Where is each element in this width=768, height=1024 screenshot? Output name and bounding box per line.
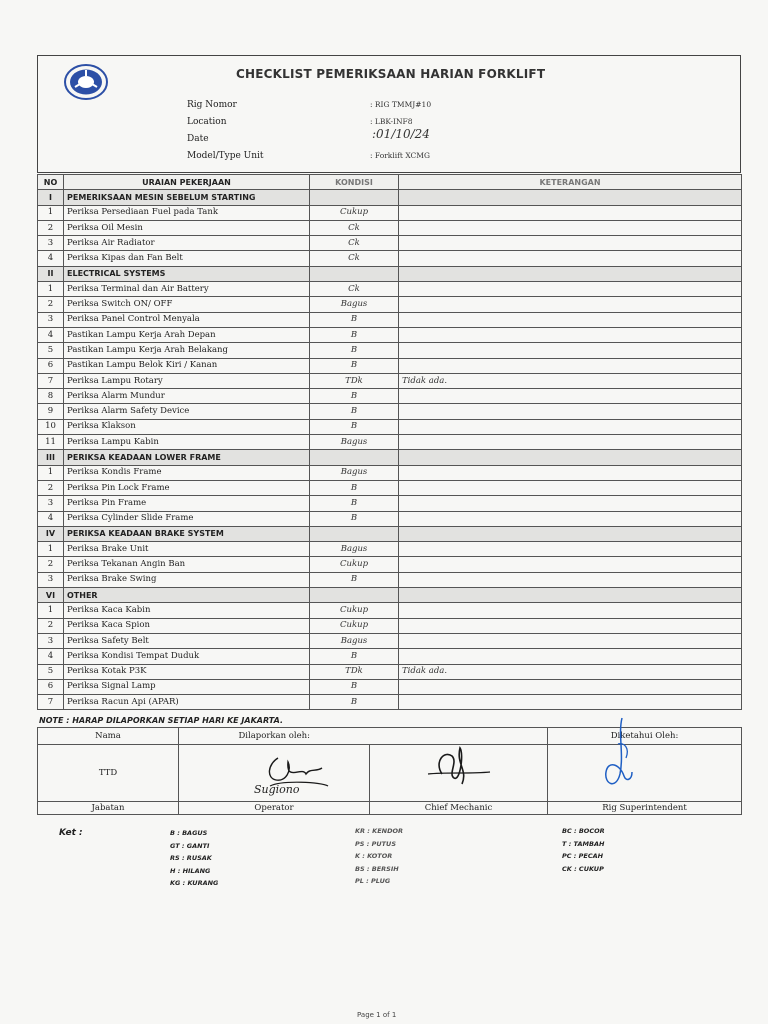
task-description: Periksa Kipas dan Fan Belt [64,251,310,266]
section-row [38,266,742,281]
task-description: Periksa Safety Belt [64,633,310,648]
table-row [38,496,742,511]
legend-item: BS : BERSIH [355,864,399,873]
table-row [38,312,742,327]
task-description: Pastikan Lampu Kerja Arah Depan [64,327,310,342]
superintendent-signature-cell [548,745,742,802]
task-description: Periksa Oil Mesin [64,220,310,235]
kondisi-value: TDk [310,664,399,679]
legend-item: B : BAGUS [170,829,208,837]
legend-item: KG : KURANG [170,879,219,887]
table-row [38,664,742,679]
task-description: Periksa Pin Frame [64,496,310,511]
page-number: Page 1 of 1 [357,1011,397,1019]
task-description: Periksa Alarm Safety Device [64,404,310,419]
table-row [38,603,742,618]
legend-item: BC : BOCOR [562,827,605,835]
kondisi-value: B [310,343,399,358]
task-description: Periksa Alarm Mundur [64,389,310,404]
kondisi-value: B [310,679,399,694]
kondisi-value: Ck [310,236,399,251]
col-keterangan-header: KETERANGAN [399,175,742,190]
task-description: Periksa Tekanan Angin Ban [64,557,310,572]
kondisi-value: Cukup [310,557,399,572]
legend-item: KR : KENDOR [355,827,404,835]
col-kondisi-header: KONDISI [310,175,399,190]
keterangan-cell [399,190,742,205]
task-description: Periksa Signal Lamp [64,679,310,694]
legend-item: CK : CUKUP [562,864,604,873]
table-row [38,373,742,388]
row-number: 5 [38,664,64,679]
row-number: 2 [38,557,64,572]
table-row [38,205,742,220]
legend-item: T : TAMBAH [562,839,605,848]
task-description: Periksa Lampu Kabin [64,435,310,450]
jabatan-label: Jabatan [38,802,179,815]
kondisi-value: B [310,496,399,511]
kondisi-value: B [310,404,399,419]
legend-column-1 [170,827,230,890]
keterangan-value [399,465,742,480]
table-header-row [38,175,742,190]
row-number: 4 [38,251,64,266]
keterangan-cell [399,266,742,281]
nama-label: Nama [38,728,179,745]
keterangan-value [399,511,742,526]
rig-label: Rig Nomor [187,100,237,110]
legend-item: RS : RUSAK [170,854,212,862]
task-description: Periksa Kondis Frame [64,465,310,480]
keterangan-cell [399,588,742,603]
row-number: 11 [38,435,64,450]
document-title: CHECKLIST PEMERIKSAAN HARIAN FORKLIFT [236,67,546,81]
keterangan-value [399,542,742,557]
section-number: I [38,190,64,205]
table-row [38,282,742,297]
section-title: PERIKSA KEADAAN LOWER FRAME [64,450,310,465]
keterangan-value [399,480,742,495]
keterangan-value [399,603,742,618]
table-row [38,633,742,648]
row-number: 1 [38,603,64,618]
row-number: 3 [38,236,64,251]
section-row [38,190,742,205]
diketahui-label: Diketahui Oleh: [548,728,742,745]
date-value: :01/10/24 [372,127,430,141]
task-description: Periksa Kaca Kabin [64,603,310,618]
kondisi-value: B [310,480,399,495]
kondisi-value: Bagus [310,542,399,557]
model-value: : Forklift XCMG [370,151,430,160]
kondisi-value: B [310,389,399,404]
task-description: Periksa Persediaan Fuel pada Tank [64,205,310,220]
row-number: 3 [38,312,64,327]
keterangan-value [399,649,742,664]
task-description: Pastikan Lampu Kerja Arah Belakang [64,343,310,358]
task-description: Pastikan Lampu Belok Kiri / Kanan [64,358,310,373]
task-description: Periksa Lampu Rotary [64,373,310,388]
keterangan-cell [399,526,742,541]
kondisi-value: B [310,572,399,587]
table-row [38,695,742,710]
operator-name: Sugiono [254,783,300,796]
row-number: 2 [38,220,64,235]
kondisi-value: Cukup [310,618,399,633]
section-title: PEMERIKSAAN MESIN SEBELUM STARTING [64,190,310,205]
legend-column-2 [355,825,425,888]
task-description: Periksa Switch ON/ OFF [64,297,310,312]
row-number: 2 [38,297,64,312]
row-number: 4 [38,649,64,664]
section-number: II [38,266,64,281]
keterangan-value [399,312,742,327]
table-row [38,649,742,664]
task-description: Periksa Air Radiator [64,236,310,251]
row-number: 3 [38,572,64,587]
task-description: Periksa Cylinder Slide Frame [64,511,310,526]
keterangan-value [399,282,742,297]
task-description: Periksa Terminal dan Air Battery [64,282,310,297]
task-description: Periksa Brake Unit [64,542,310,557]
keterangan-value [399,679,742,694]
keterangan-value: Tidak ada. [399,664,742,679]
checklist-table [37,174,742,710]
section-number: III [38,450,64,465]
row-number: 4 [38,327,64,342]
keterangan-value [399,419,742,434]
section-title: OTHER [64,588,310,603]
checklist-body [38,190,742,710]
keterangan-value [399,695,742,710]
keterangan-value [399,557,742,572]
row-number: 6 [38,358,64,373]
row-number: 2 [38,480,64,495]
row-number: 4 [38,511,64,526]
table-row [38,465,742,480]
section-row [38,526,742,541]
operator-label: Operator [179,802,370,815]
legend-item: PS : PUTUS [355,839,397,848]
kondisi-value: Cukup [310,603,399,618]
keterangan-value [399,236,742,251]
kondisi-value: B [310,327,399,342]
keterangan-value [399,572,742,587]
row-number: 5 [38,343,64,358]
table-row [38,511,742,526]
row-number: 8 [38,389,64,404]
legend-item: H : HILANG [170,866,211,875]
keterangan-value: Tidak ada. [399,373,742,388]
kondisi-value: B [310,358,399,373]
row-number: 1 [38,542,64,557]
keterangan-value [399,358,742,373]
task-description: Periksa Brake Swing [64,572,310,587]
row-number: 3 [38,633,64,648]
keterangan-value [399,205,742,220]
section-title: ELECTRICAL SYSTEMS [64,266,310,281]
task-description: Periksa Racun Api (APAR) [64,695,310,710]
task-description: Periksa Kondisi Tempat Duduk [64,649,310,664]
kondisi-value: B [310,649,399,664]
kondisi-cell [310,266,399,281]
keterangan-value [399,404,742,419]
legend-title: Ket : [59,828,83,838]
table-row [38,557,742,572]
keterangan-value [399,496,742,511]
table-row [38,358,742,373]
table-row [38,618,742,633]
model-label: Model/Type Unit [187,151,264,161]
table-row [38,297,742,312]
superintendent-signature [598,714,638,794]
task-description: Periksa Kotak P3K [64,664,310,679]
keterangan-cell [399,450,742,465]
row-number: 6 [38,679,64,694]
row-number: 9 [38,404,64,419]
table-row [38,542,742,557]
col-uraian-header: URAIAN PEKERJAAN [64,175,310,190]
location-value: : LBK-INF8 [370,117,413,126]
row-number: 1 [38,465,64,480]
location-label: Location [187,117,227,127]
keterangan-value [399,633,742,648]
keterangan-value [399,435,742,450]
table-row [38,572,742,587]
task-description: Periksa Panel Control Menyala [64,312,310,327]
section-row [38,588,742,603]
kondisi-value: B [310,511,399,526]
table-row [38,343,742,358]
chief-label: Chief Mechanic [370,802,548,815]
section-row [38,450,742,465]
section-title: PERIKSA KEADAAN BRAKE SYSTEM [64,526,310,541]
kondisi-value: B [310,312,399,327]
row-number: 1 [38,282,64,297]
legend-item: GT : GANTI [170,841,210,850]
legend-item: PL : PLUG [355,877,391,885]
kondisi-value: TDk [310,373,399,388]
kondisi-value: Ck [310,251,399,266]
row-number: 3 [38,496,64,511]
row-number: 7 [38,373,64,388]
company-logo [63,63,109,101]
kondisi-cell [310,450,399,465]
table-row [38,389,742,404]
keterangan-value [399,251,742,266]
table-row [38,419,742,434]
task-description: Periksa Klakson [64,419,310,434]
task-description: Periksa Kaca Spion [64,618,310,633]
kondisi-cell [310,526,399,541]
kondisi-cell [310,190,399,205]
chief-mechanic-signature [424,744,494,790]
table-row [38,435,742,450]
kondisi-value: B [310,419,399,434]
row-number: 10 [38,419,64,434]
table-row [38,251,742,266]
legend-column-3 [562,825,632,875]
table-row [38,404,742,419]
kondisi-value: Ck [310,282,399,297]
section-number: IV [38,526,64,541]
dilaporkan-label: Dilaporkan oleh: [179,728,370,745]
task-description: Periksa Pin Lock Frame [64,480,310,495]
legend-item: PC : PECAH [562,852,604,860]
rig-value: : RIG TMMJ#10 [370,100,432,109]
date-label: Date [187,134,209,144]
row-number: 7 [38,695,64,710]
row-number: 1 [38,205,64,220]
table-row [38,236,742,251]
keterangan-value [399,343,742,358]
section-number: VI [38,588,64,603]
table-row [38,327,742,342]
kondisi-value: Cukup [310,205,399,220]
kondisi-value: Ck [310,220,399,235]
table-row [38,220,742,235]
keterangan-value [399,220,742,235]
note-text: NOTE : HARAP DILAPORKAN SETIAP HARI KE JAKARTA. [39,716,284,725]
kondisi-value: Bagus [310,465,399,480]
superintendent-label: Rig Superintendent [548,802,742,815]
ttd-label: TTD [38,745,179,802]
signature-footer-row [38,802,742,815]
keterangan-value [399,327,742,342]
keterangan-value [399,297,742,312]
keterangan-value [399,618,742,633]
kondisi-value: Bagus [310,435,399,450]
table-row [38,480,742,495]
kondisi-value: Bagus [310,633,399,648]
keterangan-value [399,389,742,404]
table-row [38,679,742,694]
kondisi-value: B [310,695,399,710]
row-number: 2 [38,618,64,633]
col-no-header: NO [38,175,64,190]
kondisi-cell [310,588,399,603]
legend-item: K : KOTOR [355,852,393,860]
kondisi-value: Bagus [310,297,399,312]
